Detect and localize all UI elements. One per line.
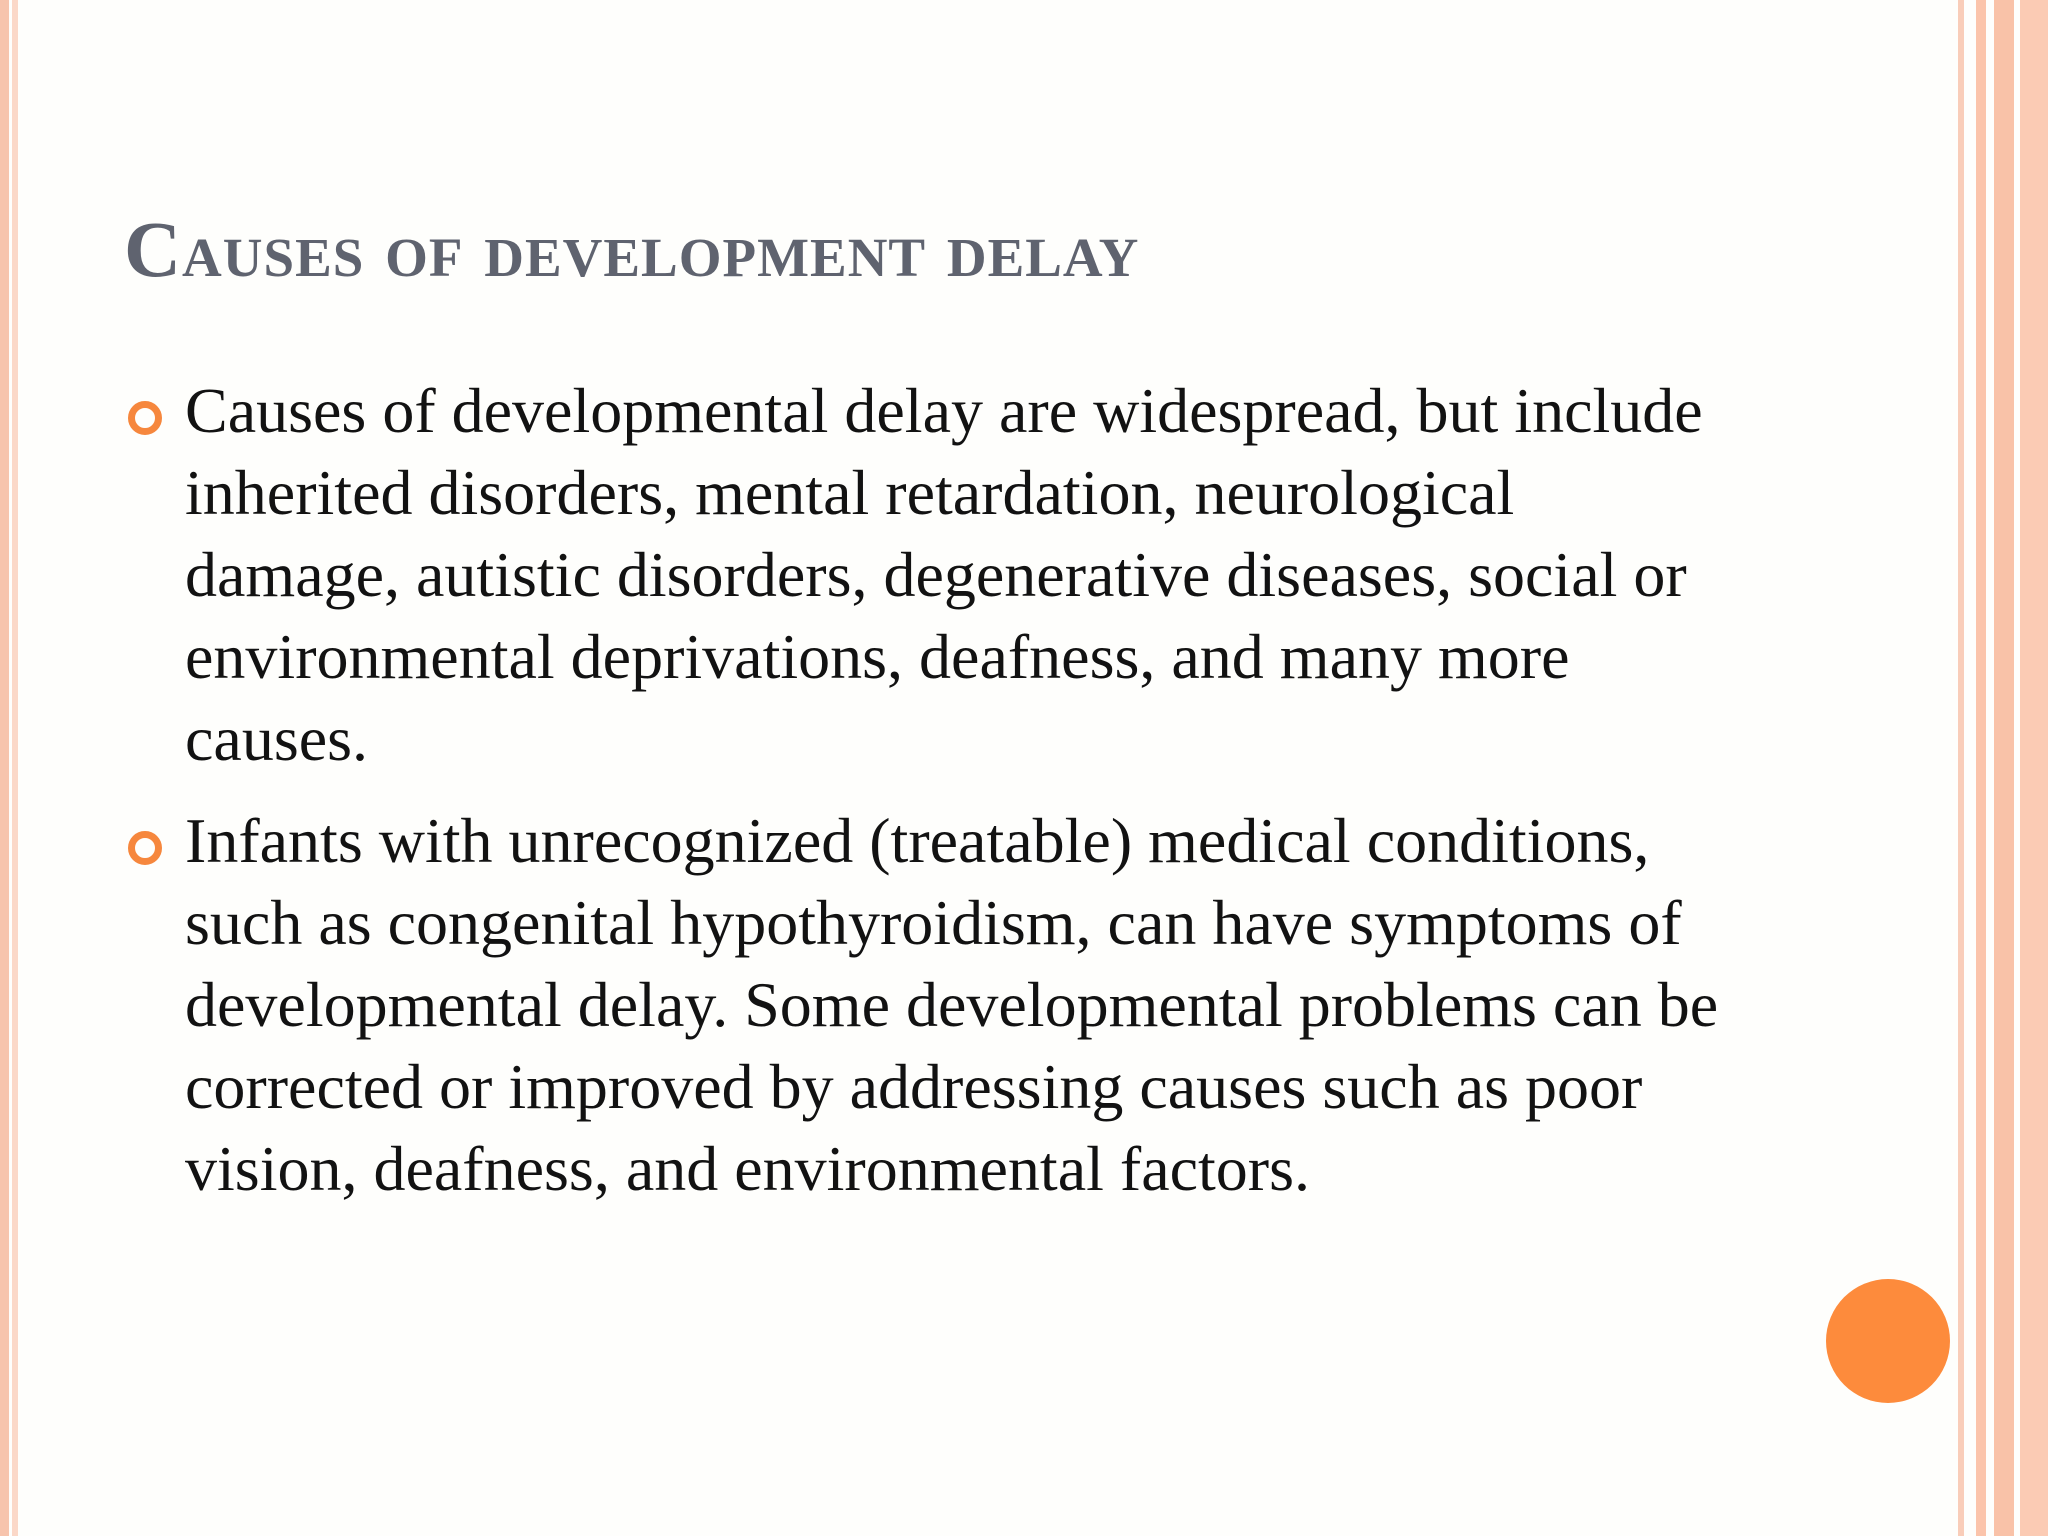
bullet-item bbox=[120, 370, 1740, 780]
bullet-list bbox=[120, 370, 1740, 1230]
right-border-stripe-3 bbox=[1994, 0, 2014, 1536]
decorative-circle bbox=[1826, 1279, 1950, 1403]
right-border-stripe-2 bbox=[1976, 0, 1986, 1536]
ring-bullet-icon bbox=[128, 401, 162, 435]
right-border-stripe-1 bbox=[1958, 0, 1964, 1536]
right-border-stripe-4 bbox=[2020, 0, 2048, 1536]
slide-title: Causes of development delay bbox=[124, 207, 1140, 294]
left-border-stripe bbox=[0, 0, 9, 1536]
bullet-text: Infants with unrecognized (treatable) medical conditions, such as congenital hypothyroidism, can have symptoms of developmental delay. Some developmental problems can be corrected or improved by addressing causes such as poor vision, deafness, and environmental factors. bbox=[185, 805, 1719, 1204]
bullet-text: Causes of developmental delay are widespread, but include inherited disorders, mental retardation, neurological damage, autistic disorders, degenerative diseases, social or environmental deprivations, deafness, and many more causes. bbox=[185, 375, 1703, 774]
ring-bullet-icon bbox=[128, 831, 162, 865]
bullet-item bbox=[120, 800, 1740, 1210]
left-border-stripe-inner bbox=[12, 0, 18, 1536]
